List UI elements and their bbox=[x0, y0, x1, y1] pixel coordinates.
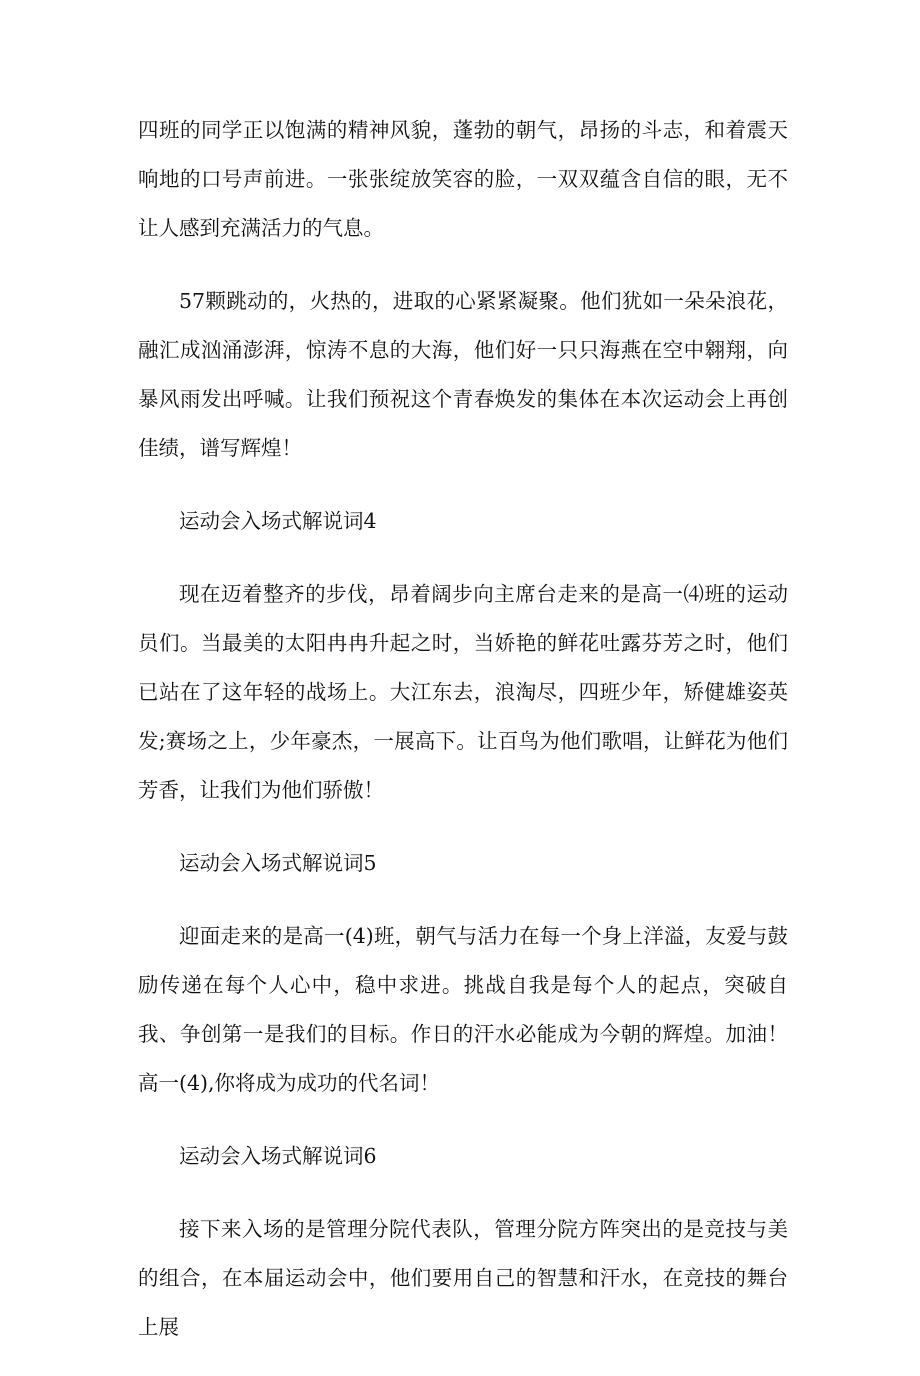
paragraph-2: 57颗跳动的，火热的，进取的心紧紧凝聚。他们犹如一朵朵浪花，融汇成汹涌澎湃，惊涛不息的大海，他们好一只只海燕在空中翱翔，向暴风雨发出呼喊。让我们预祝这个青春焕发的集体在本次运动会上再创佳绩，谱写辉煌！ bbox=[138, 289, 788, 460]
paragraph-4: 迎面走来的是高一(4)班，朝气与活力在每一个身上洋溢，友爱与鼓励传递在每个人心中，稳中求进。挑战自我是每个人的起点，突破自我、争创第一是我们的目标。作日的汗水必能成为今朝的辉煌。加油！高一(4),你将成为成功的代名词！ bbox=[138, 924, 788, 1095]
section-heading-5: 运动会入场式解说词5 bbox=[179, 851, 377, 875]
section-heading-4: 运动会入场式解说词4 bbox=[179, 509, 377, 533]
paragraph-5: 接下来入场的是管理分院代表队，管理分院方阵突出的是竞技与美的组合，在本届运动会中，他们要用自己的智慧和汗水，在竞技的舞台上展 bbox=[138, 1217, 788, 1339]
document-body bbox=[138, 106, 788, 1376]
paragraph-1: 四班的同学正以饱满的精神风貌，蓬勃的朝气，昂扬的斗志，和着震天响地的口号声前进。一张张绽放笑容的脸，一双双蕴含自信的眼，无不让人感到充满活力的气息。 bbox=[138, 118, 788, 240]
paragraph-3: 现在迈着整齐的步伐，昂着阔步向主席台走来的是高一⑷班的运动员们。当最美的太阳冉冉升起之时，当娇艳的鲜花吐露芬芳之时，他们已站在了这年轻的战场上。大江东去，浪淘尽，四班少年，矫健雄姿英发;赛场之上，少年豪杰，一展高下。让百鸟为他们歌唱，让鲜花为他们芳香，让我们为他们骄傲！ bbox=[138, 582, 788, 802]
section-heading-6: 运动会入场式解说词6 bbox=[179, 1144, 377, 1168]
